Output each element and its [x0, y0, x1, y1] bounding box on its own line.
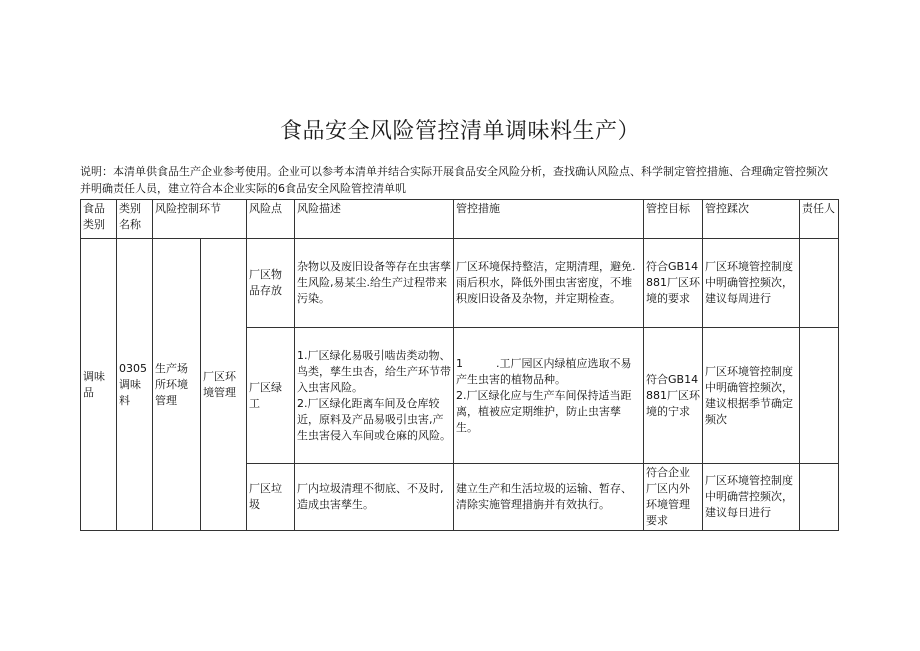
food-category-cell: 调味品 [81, 239, 117, 531]
control-measures-cell: 厂区环境保持整洁，定期清理，避免.雨后积水，降低外围虫害密度，不堆积废旧设备及杂物，并定期检查。 [454, 239, 644, 328]
risk-point-cell: 厂区物品存放 [247, 239, 295, 328]
control-target-cell: 符合GB14881厂区环境的宁求 [644, 328, 703, 464]
responsible-cell [800, 464, 839, 531]
responsible-cell [800, 239, 839, 328]
control-target-cell: 符合GB14881厂区环境的要求 [644, 239, 703, 328]
page-title: 食品安全风险管控清单调味料生产） [279, 119, 640, 144]
responsible-cell [800, 328, 839, 464]
header-food-category: 食品类别 [81, 200, 117, 239]
header-risk-point: 风险点 [247, 200, 295, 239]
header-control-frequency: 管控蹂次 [703, 200, 800, 239]
risk-description-cell: 厂内垃圾清理不彻底、不及时,造成虫害孳生。 [295, 464, 454, 531]
control-stage-2-cell: 厂区环境管理 [201, 239, 247, 531]
table-header-row [81, 200, 839, 239]
control-frequency-cell: 厂区环境管控制度中明确管控频次，建议每周进行 [703, 239, 800, 328]
control-frequency-cell: 厂区环境管控制度中明确管控频次，建议根据季节确定频次 [703, 328, 800, 464]
header-category-name: 类别名称 [117, 200, 153, 239]
risk-control-table [80, 199, 839, 531]
control-target-cell: 符合企业厂区内外环境管理要求 [644, 464, 703, 531]
table-row [81, 239, 839, 328]
header-responsible: 责任人 [800, 200, 839, 239]
header-control-target: 管控目标 [644, 200, 703, 239]
control-measures-cell: 1 .工厂园区内绿植应选取不易产生虫害的植物品种。 2.厂区绿化应与生产车间保持适当距离，植被应定期维护，防止虫害孳生。 [454, 328, 644, 464]
risk-description-cell: 1.厂区绿化易吸引啮齿类动物、鸟类，孳生虫杏，给生产环节带入虫害风险。 2.厂区绿化距离车间及仓库较近，原料及产品易吸引虫害,产生虫害侵入车间或仓麻的风险。 [295, 328, 454, 464]
header-control-measures: 管控措施 [454, 200, 644, 239]
description-note: 说明：本清单供食品生产企业参考使用。企业可以参考本清单并结合实际开展食品安全风险分析，查找确认风险点、科学制定管控措施、合理确定管控频次并明确责任人员，建立符合本企业实际的6食品安全风险管控清单叽 [80, 165, 828, 195]
header-control-stage: 风险控制环节 [153, 200, 247, 239]
control-measures-cell: 建立生产和生活垃圾的运输、暂存、清除实施管理措旃并有效执行。 [454, 464, 644, 531]
risk-point-cell: 厂区绿工 [247, 328, 295, 464]
control-frequency-cell: 厂区环境管控制度中明确营控频次，建议每日进行 [703, 464, 800, 531]
category-name-cell: 0305调味料 [117, 239, 153, 531]
control-stage-1-cell: 生产场所环境管理 [153, 239, 201, 531]
header-risk-description: 风险描述 [295, 200, 454, 239]
risk-description-cell: 杂物以及废旧设备等存在虫害孳生风险,易某尘.给生产过程带来污染。 [295, 239, 454, 328]
risk-point-cell: 厂区垃圾 [247, 464, 295, 531]
